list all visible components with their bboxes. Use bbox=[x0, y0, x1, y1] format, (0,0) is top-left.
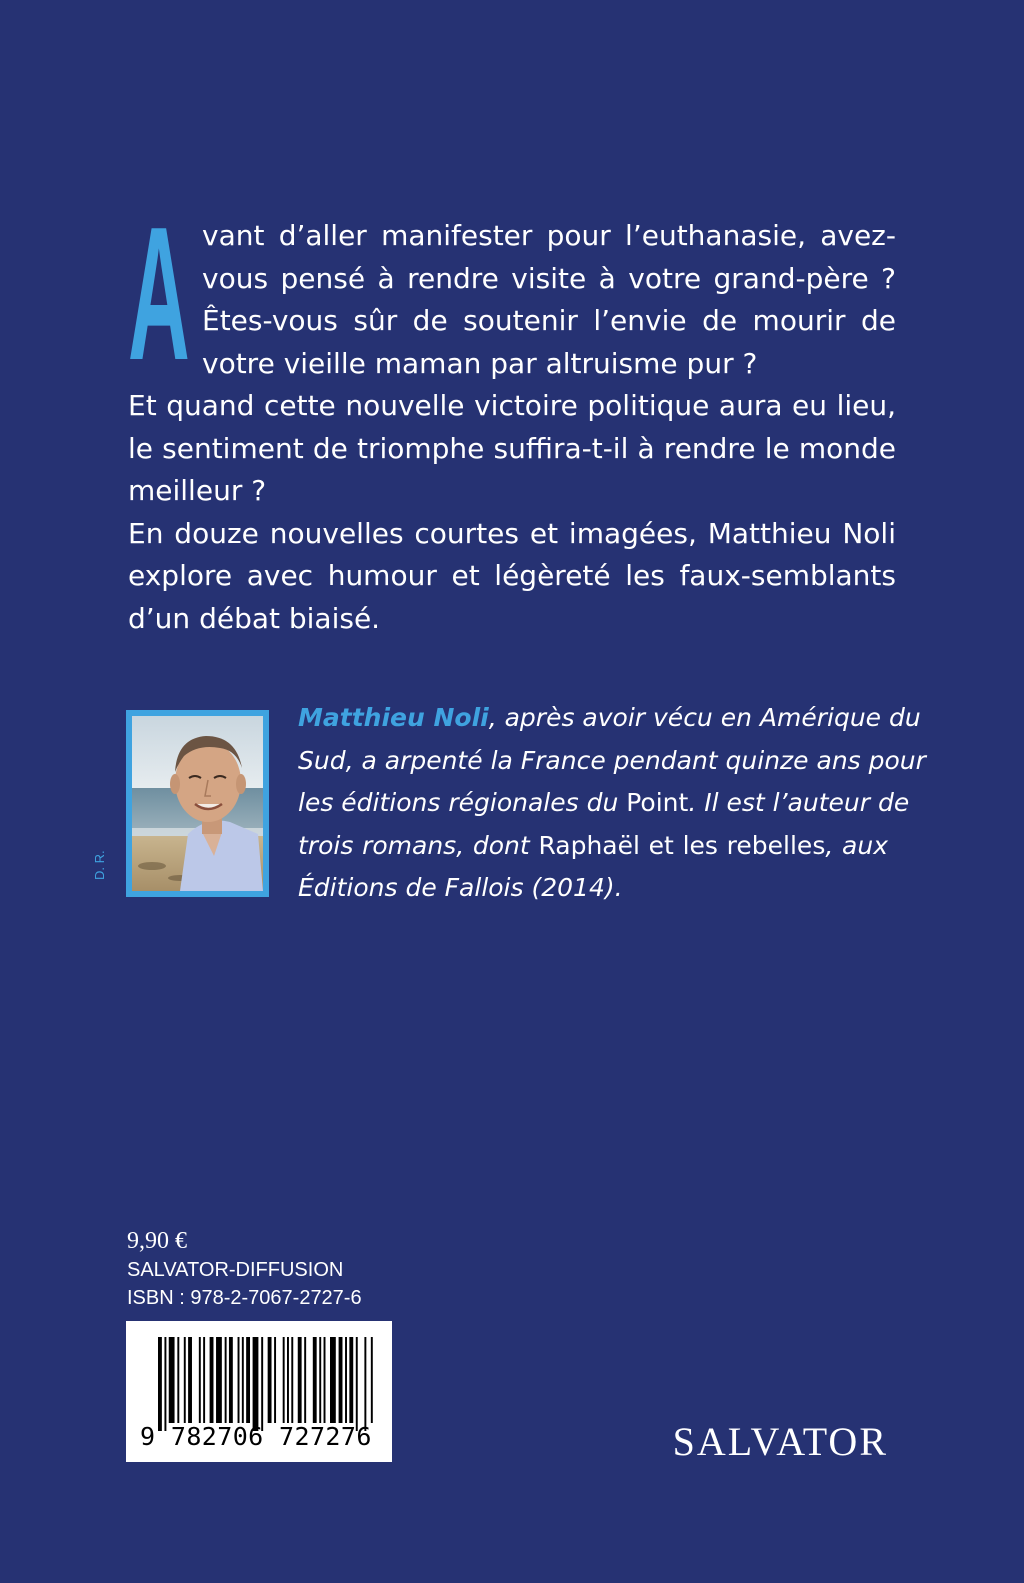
barcode-bar bbox=[169, 1337, 175, 1423]
blurb-line: vant d’aller manifester pour l’euthanasie, avez- bbox=[202, 219, 896, 252]
author-photo bbox=[126, 710, 269, 897]
barcode-bar bbox=[345, 1337, 347, 1423]
bio-text: les éditions régionales du bbox=[298, 788, 627, 817]
magazine-title: Point bbox=[626, 788, 689, 817]
barcode-bar bbox=[188, 1337, 192, 1423]
barcode-bar bbox=[164, 1337, 166, 1431]
barcode-bar bbox=[184, 1337, 186, 1423]
drop-cap: A bbox=[128, 188, 188, 400]
bio-text: , aux bbox=[825, 830, 888, 860]
blurb-body bbox=[128, 385, 896, 640]
barcode-bar bbox=[283, 1337, 285, 1423]
bio-line bbox=[298, 697, 921, 740]
blurb-line: votre vieille maman par altruisme pur ? bbox=[202, 346, 758, 380]
barcode-bar bbox=[199, 1337, 201, 1423]
barcode-bar bbox=[242, 1337, 244, 1423]
publisher-logo: SALVATOR bbox=[672, 1419, 888, 1464]
novel-title: Raphaël et les rebelles bbox=[538, 830, 826, 860]
barcode-bar bbox=[291, 1337, 293, 1423]
barcode-bar bbox=[261, 1337, 263, 1431]
barcode-bar bbox=[356, 1337, 358, 1431]
barcode-bar bbox=[216, 1337, 222, 1423]
barcode-bar bbox=[371, 1337, 373, 1423]
barcode-bar bbox=[158, 1337, 162, 1431]
barcode-digits: 9 782706 727276 bbox=[140, 1422, 372, 1451]
bio-line: Éditions de Fallois (2014). bbox=[298, 873, 623, 902]
blurb-line: d’un débat biaisé. bbox=[128, 601, 381, 635]
barcode-bar bbox=[238, 1337, 240, 1423]
blurb-line: Et quand cette nouvelle victoire politique aura eu lieu, bbox=[128, 389, 896, 422]
distributor: SALVATOR-DIFFUSION bbox=[127, 1259, 344, 1281]
barcode-bar bbox=[210, 1337, 214, 1423]
author-name: Matthieu Noli bbox=[298, 703, 489, 732]
barcode bbox=[126, 1321, 392, 1462]
barcode-bar bbox=[253, 1337, 259, 1431]
barcode-bar bbox=[324, 1337, 326, 1423]
blurb-line: meilleur ? bbox=[128, 474, 267, 507]
barcode-bar bbox=[319, 1337, 321, 1423]
barcode-bar bbox=[304, 1337, 306, 1423]
blurb-line: En douze nouvelles courtes et imagées, Matthieu Noli bbox=[128, 516, 896, 550]
barcode-bar bbox=[177, 1337, 179, 1423]
barcode-bar bbox=[203, 1337, 205, 1423]
blurb-intro bbox=[202, 215, 896, 385]
blurb-line: explore avec humour et légèreté les faux-semblants bbox=[128, 559, 896, 592]
barcode-bar bbox=[313, 1337, 317, 1423]
bio-text: , après avoir vécu en Amérique du bbox=[488, 703, 921, 732]
barcode-bar bbox=[287, 1337, 289, 1423]
author-bio bbox=[298, 697, 926, 910]
isbn: ISBN : 978-2-7067-2727-6 bbox=[127, 1287, 362, 1309]
blurb-line: le sentiment de triomphe suffira-t-il à rendre le monde bbox=[128, 431, 896, 465]
bio-line bbox=[298, 782, 910, 825]
barcode-bar bbox=[246, 1337, 250, 1423]
barcode-bar bbox=[330, 1337, 336, 1423]
bio-text: trois romans, dont bbox=[298, 830, 539, 860]
barcode-bar bbox=[298, 1337, 302, 1423]
blurb-line: Êtes-vous sûr de soutenir l’envie de mourir de bbox=[202, 304, 896, 337]
bio-line bbox=[298, 825, 888, 868]
barcode-bar bbox=[274, 1337, 276, 1423]
photo-credit: D. R. bbox=[92, 850, 107, 880]
price: 9,90 € bbox=[127, 1228, 187, 1254]
barcode-bar bbox=[225, 1337, 227, 1423]
blurb-line: vous pensé à rendre visite à votre grand-père ? bbox=[202, 261, 896, 295]
author-photo-image bbox=[132, 716, 263, 891]
barcode-bar bbox=[268, 1337, 272, 1423]
barcode-bar bbox=[364, 1337, 366, 1431]
barcode-bar bbox=[339, 1337, 343, 1423]
barcode-bar bbox=[349, 1337, 353, 1423]
bio-text: . Il est l’auteur de bbox=[688, 788, 910, 817]
bio-line: Sud, a arpenté la France pendant quinze ans pour bbox=[298, 745, 926, 775]
barcode-bar bbox=[229, 1337, 233, 1423]
